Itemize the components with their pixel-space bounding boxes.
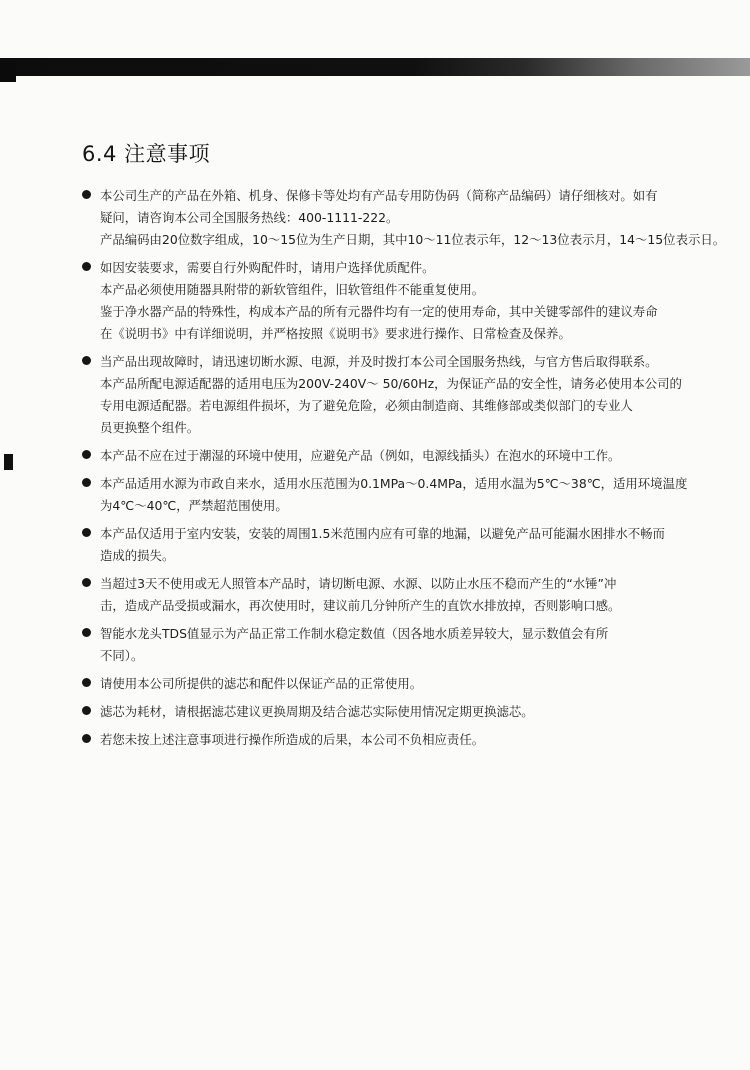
note-line: 产品编码由20位数字组成，10～15位为生产日期，其中10～11位表示年，12～13位表示月，14～15位表示日。 [100, 232, 726, 247]
note-line: 本公司生产的产品在外箱、机身、保修卡等处均有产品专用防伪码（简称产品编码）请仔细核对。如有 [100, 188, 658, 203]
bullet-icon [82, 478, 91, 487]
note-line: 本产品仅适用于室内安装，安装的周围1.5米范围内应有可靠的地漏，以避免产品可能漏水困排水不畅而 [100, 526, 665, 541]
header-bar [0, 58, 750, 76]
note-line: 击，造成产品受损或漏水，再次使用时，建议前几分钟所产生的直饮水排放掉，否则影响口感。 [100, 598, 621, 613]
bullet-icon [82, 578, 91, 587]
note-line: 疑问，请咨询本公司全国服务热线：400-1111-222。 [100, 210, 399, 225]
note-item [100, 445, 712, 467]
note-line: 专用电源适配器。若电源组件损坏，为了避免危险，必须由制造商、其维修部或类似部门的专业人 [100, 398, 633, 413]
note-line: 请使用本公司所提供的滤芯和配件以保证产品的正常使用。 [100, 676, 423, 691]
note-item [100, 729, 712, 751]
bullet-icon [82, 356, 91, 365]
bullet-icon [82, 628, 91, 637]
note-line: 智能水龙头TDS值显示为产品正常工作制水稳定数值（因各地水质差异较大，显示数值会有所 [100, 626, 609, 641]
note-line: 本产品不应在过于潮湿的环境中使用，应避免产品（例如，电源线插头）在泡水的环境中工作。 [100, 448, 621, 463]
header-bar-tab [0, 62, 16, 82]
note-item [100, 351, 712, 439]
note-item [100, 573, 712, 617]
note-line: 员更换整个组件。 [100, 420, 200, 435]
note-line: 如因安装要求，需要自行外购配件时，请用户选择优质配件。 [100, 260, 435, 275]
note-line: 在《说明书》中有详细说明，并严格按照《说明书》要求进行操作、日常检查及保养。 [100, 326, 571, 341]
note-line: 鉴于净水器产品的特殊性，构成本产品的所有元器件均有一定的使用寿命，其中关键零部件的建议寿命 [100, 304, 658, 319]
note-line: 滤芯为耗材，请根据滤芯建议更换周期及结合滤芯实际使用情况定期更换滤芯。 [100, 704, 534, 719]
notes-list [100, 185, 726, 757]
note-item [100, 673, 712, 695]
note-line: 若您未按上述注意事项进行操作所造成的后果，本公司不负相应责任。 [100, 732, 485, 747]
page-side-mark [4, 454, 13, 470]
note-line: 本产品必须使用随器具附带的新软管组件，旧软管组件不能重复使用。 [100, 282, 485, 297]
note-item [100, 523, 712, 567]
note-line: 不同）。 [100, 648, 144, 663]
bullet-icon [82, 706, 91, 715]
note-item [100, 257, 712, 345]
note-item [100, 701, 712, 723]
note-line: 本产品所配电源适配器的适用电压为200V-240V～ 50/60Hz，为保证产品的安全性，请务必使用本公司的 [100, 376, 682, 391]
section-title: 6.4 注意事项 [82, 142, 211, 166]
bullet-icon [82, 528, 91, 537]
note-item [100, 185, 726, 251]
note-item [100, 473, 712, 517]
bullet-icon [82, 262, 91, 271]
note-line: 当产品出现故障时，请迅速切断水源、电源，并及时拨打本公司全国服务热线，与官方售后取得联系。 [100, 354, 658, 369]
bullet-icon [82, 734, 91, 743]
note-line: 当超过3天不使用或无人照管本产品时，请切断电源、水源、以防止水压不稳而产生的“水锤”冲 [100, 576, 617, 591]
bullet-icon [82, 450, 91, 459]
note-line: 造成的损失。 [100, 548, 175, 563]
bullet-icon [82, 190, 91, 199]
note-line: 本产品适用水源为市政自来水，适用水压范围为0.1MPa～0.4MPa，适用水温为5℃～38℃，适用环境温度 [100, 476, 688, 491]
note-line: 为4℃～40℃，严禁超范围使用。 [100, 498, 288, 513]
note-item [100, 623, 712, 667]
bullet-icon [82, 678, 91, 687]
